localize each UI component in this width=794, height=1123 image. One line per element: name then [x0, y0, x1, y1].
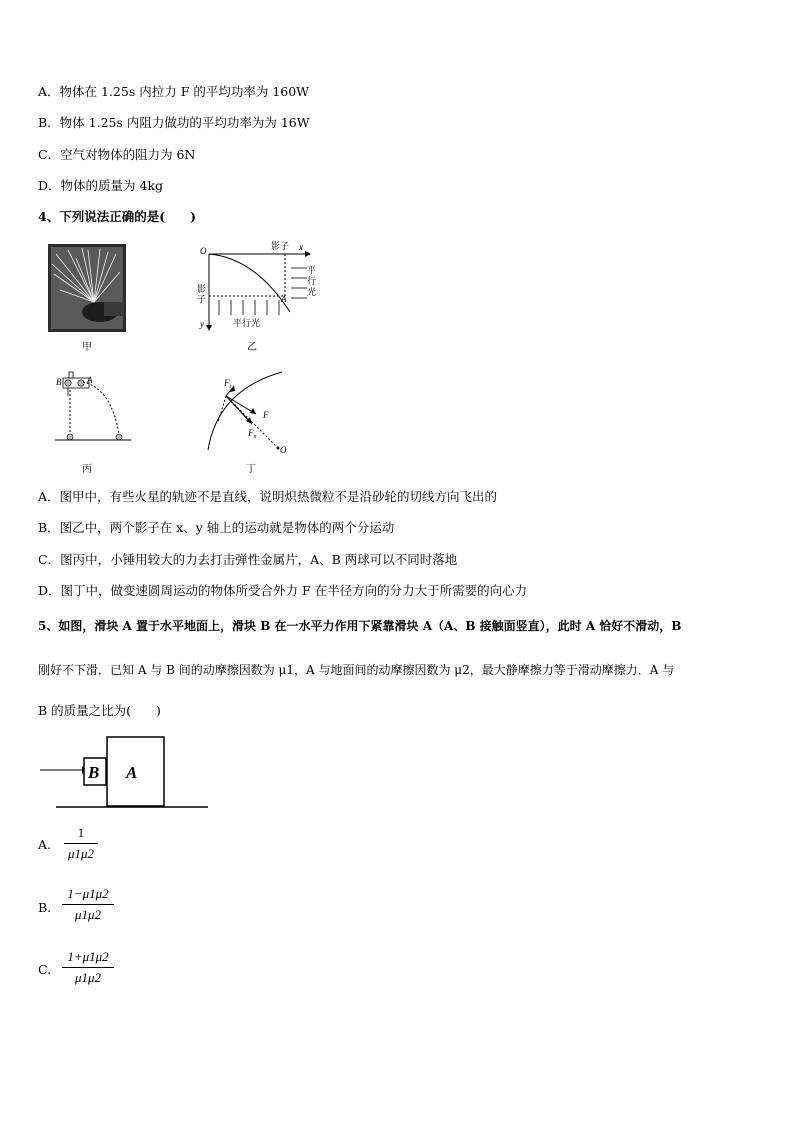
- fig-bing-a: A: [87, 375, 93, 385]
- figure-ding-diagram: [200, 370, 295, 456]
- figure-yi-diagram: [195, 240, 325, 332]
- fig-yi-parallel-2: 行: [307, 276, 317, 286]
- fig-ding-f: F: [263, 410, 269, 420]
- q3-option-a: A．物体在 1.25s 内拉力 F 的平均功率为 160W: [38, 84, 310, 99]
- fig-bing-b: B: [56, 377, 62, 387]
- caption-jia: 甲: [82, 342, 92, 353]
- fig-ding-ft: $F_t$: [224, 378, 232, 390]
- fig-yi-shadow-left-2: 子: [197, 294, 207, 304]
- q5-option-b-label: B.: [38, 900, 52, 915]
- fig-ding-o: O: [280, 445, 287, 455]
- q4-option-d: D．图丁中，做变速圆周运动的物体所受合外力 F 在半径方向的分力大于所需要的向心力: [38, 583, 528, 598]
- caption-bing: 丙: [82, 464, 92, 475]
- q5-option-c-den: μ1μ2: [74, 970, 102, 985]
- q5-option-c-label: C.: [38, 962, 52, 977]
- caption-ding: 丁: [246, 464, 256, 475]
- q4-option-b: B．图乙中，两个影子在 x、y 轴上的运动就是物体的两个分运动: [38, 520, 395, 535]
- fig-yi-parallel-1: 平: [307, 265, 317, 275]
- fig-yi-shadow-left-1: 影: [197, 284, 207, 294]
- caption-yi: 乙: [247, 342, 257, 353]
- q5-stem-line2: 刚好不下滑．已知 A 与 B 间的动摩擦因数为 μ1，A 与地面间的动摩擦因数为 μ2，最大静摩擦力等于滑动摩擦力．A 与: [38, 663, 675, 677]
- q5-option-b-fraction: [62, 886, 114, 923]
- q4-stem: 4、下列说法正确的是( ): [38, 209, 197, 224]
- figure-bing-diagram: [55, 368, 133, 446]
- q5-option-b-num: 1−μ1μ2: [67, 886, 109, 901]
- fig-yi-origin: O: [200, 246, 207, 256]
- block-a-label: A: [126, 763, 138, 782]
- fig-yi-shadow-top: 影子: [271, 241, 290, 251]
- fig-yi-point-a: A: [281, 294, 287, 304]
- q5-option-a-fraction: [64, 825, 98, 862]
- fig-ding-fn: $F_n$: [248, 428, 257, 440]
- q3-option-b: B．物体 1.25s 内阻力做功的平均功率为为 16W: [38, 115, 310, 130]
- q5-option-a-num: 1: [77, 825, 85, 840]
- q3-option-c: C．空气对物体的阻力为 6N: [38, 147, 196, 162]
- q5-stem-line1: 5、如图，滑块 A 置于水平地面上，滑块 B 在一水平力作用下紧靠滑块 A（A、B 接触面竖直），此时 A 恰好不滑动，B: [38, 619, 682, 633]
- q5-option-c-fraction: [62, 949, 114, 986]
- q5-option-b-den: μ1μ2: [74, 907, 102, 922]
- fig-yi-x-axis: x: [299, 242, 303, 252]
- figure-q5-blocks: [38, 734, 210, 810]
- q5-option-a-den: μ1μ2: [67, 846, 95, 861]
- fig-yi-parallel-3: 光: [307, 287, 317, 297]
- q4-option-a: A．图甲中，有些火星的轨迹不是直线，说明炽热微粒不是沿砂轮的切线方向飞出的: [38, 489, 498, 504]
- q5-stem-line3: B 的质量之比为( ): [38, 703, 161, 718]
- fig-yi-y-axis: y: [200, 319, 204, 329]
- block-b-label: B: [88, 763, 100, 782]
- q4-option-c: C．图丙中，小锤用较大的力去打击弹性金属片，A、B 两球可以不同时落地: [38, 552, 458, 567]
- q5-option-a-label: A.: [38, 837, 52, 852]
- q5-option-c-num: 1+μ1μ2: [67, 949, 109, 964]
- figure-jia-photo: [48, 244, 126, 332]
- fig-yi-parallel-bottom: 平行光: [233, 318, 261, 328]
- q3-option-d: D．物体的质量为 4kg: [38, 178, 164, 193]
